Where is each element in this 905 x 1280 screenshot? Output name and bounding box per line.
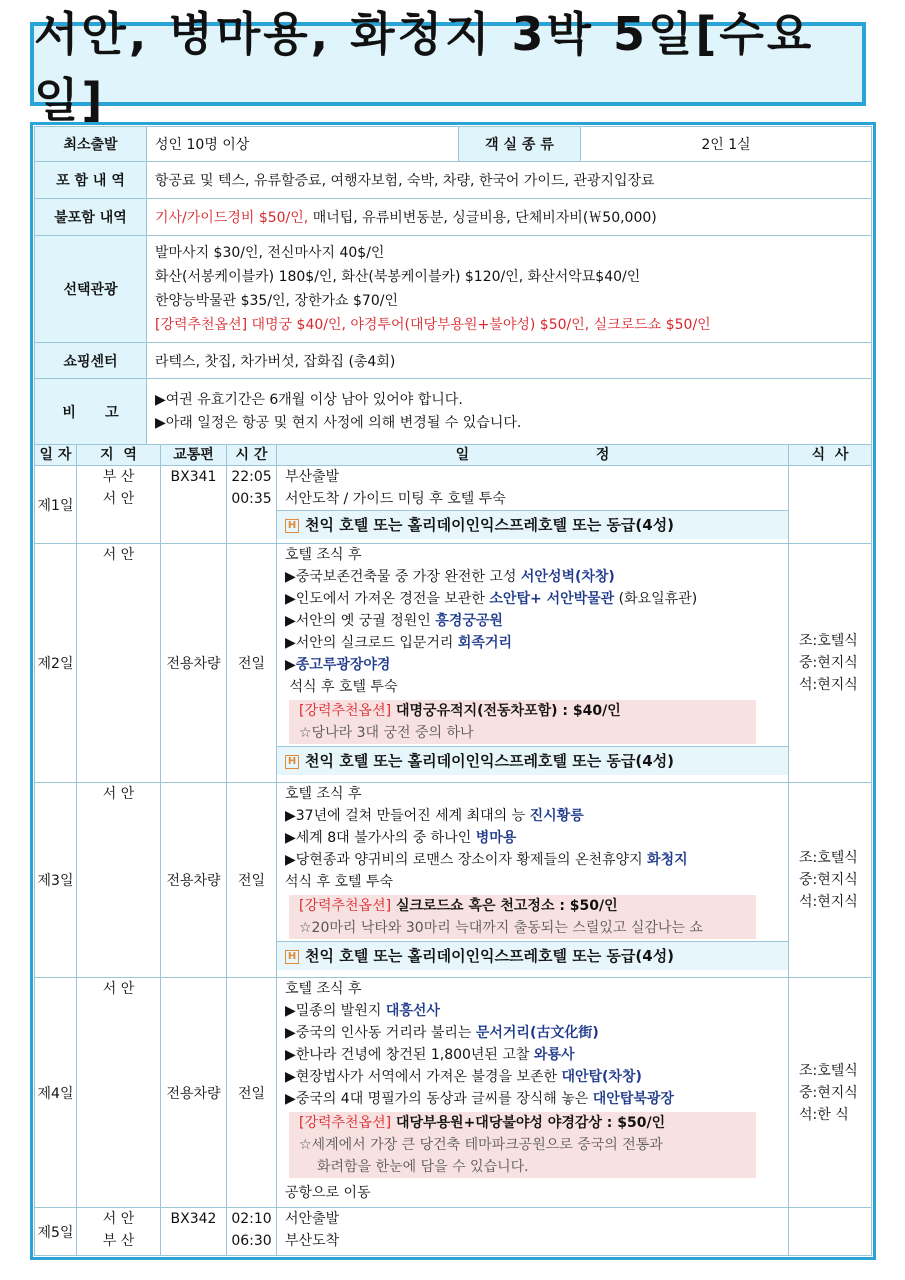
day-1-hotel [277,510,788,539]
day-3-option-tag: [강력추천옵션] [299,898,392,914]
day-2-option-box [289,700,756,744]
day-5-line-2: 부산도착 [285,1233,340,1249]
day-1-line-1: 부산출발 [285,469,340,485]
day-2-line-6-bullet: ▶ [285,657,296,673]
day-2-hotel-text: 천익 호텔 또는 홀리데이인익스프레호텔 또는 동급(4성) [305,752,675,770]
day-1-schedule [277,466,789,544]
day-1-transport [161,466,227,544]
day-2-line-6 [277,654,788,676]
day-3-highlight-mausoleum: 진시황릉 [529,808,584,824]
day-4-row [35,978,872,1208]
day-2-highlight-night-view: 종고루광장야경 [295,657,391,673]
shopping-value: 라텍스, 찻집, 차가버섯, 잡화집 (총4회) [147,343,872,379]
header-schedule: 일 정 [277,445,789,466]
day-2-row [35,544,872,783]
day-3-line-3-text: ▶세계 8대 불가사의 중 하나인 [285,830,476,846]
day-4-breakfast: 조:호텔식 [799,1062,858,1079]
day-2-region-text: 서 안 [102,547,135,563]
day-2-line-3-text: ▶인도에서 가져온 경전을 보관한 [285,591,490,607]
day-3-option-line [289,895,756,917]
day-4-option-desc-2: 화려함을 한눈에 담을 수 있습니다. [317,1159,529,1175]
day-4-line-5 [277,1066,788,1088]
day-4-option-text: 대당부용원+대당불야성 야경감상 : $50/인 [391,1115,666,1131]
option-line-3: 한양능박물관 $35/인, 장한가쇼 $70/인 [155,293,398,309]
day-4-option-line [289,1112,756,1134]
day-4-line-2-text: ▶밀종의 발원지 [285,1003,386,1019]
min-departure-label: 최소출발 [35,127,147,162]
day-1-time-1: 22:05 [231,469,272,485]
room-type-value: 2인 1실 [581,127,872,162]
day-4-highlight-big-pagoda: 대안탑(차창) [561,1069,642,1085]
day-3-option-text: 실크로드쇼 혹은 천고정소 : $50/인 [391,898,618,914]
day-5-flight: BX342 [170,1211,217,1227]
notes-label: 비 고 [35,379,147,445]
day-4-lunch: 중:현지식 [799,1084,858,1101]
info-row-options [35,236,872,343]
day-5-region [77,1208,161,1256]
day-3-hotel [277,941,788,970]
day-4-line-2 [277,1000,788,1022]
excluded-label: 불포함 내역 [35,199,147,236]
day-3-option-desc: ☆20마리 낙타와 30마리 늑대까지 출동되는 스릴있고 실감나는 쇼 [299,920,703,936]
day-2-time: 전일 [227,544,277,783]
day-4-line-4 [277,1044,788,1066]
day-4-label: 제4일 [35,978,77,1208]
day-3-option-box [289,895,756,939]
day-2-line-1: 호텔 조식 후 [285,547,362,563]
day-4-dinner: 석:한 식 [799,1106,849,1123]
day-3-hotel-text: 천익 호텔 또는 홀리데이인익스프레호텔 또는 동급(4성) [305,947,675,965]
info-row-min-departure [35,127,872,162]
day-1-meal [789,466,872,544]
day-3-row [35,783,872,978]
day-2-line-5-text: ▶서안의 실크로드 입문거리 [285,635,458,651]
day-2-lunch: 중:현지식 [799,655,858,671]
day-4-line-6-text: ▶중국의 4대 명필가의 동상과 글씨를 장식해 놓은 [285,1091,593,1107]
included-label: 포 함 내 역 [35,162,147,199]
day-3-highlight-terracotta: 병마용 [475,830,517,846]
day-3-region [77,783,161,978]
day-1-flight: BX341 [170,469,217,485]
day-2-line-2-text: ▶중국보존건축물 중 가장 완전한 고성 [285,569,521,585]
day-3-line-2-text: ▶37년에 걸쳐 만들어진 세계 최대의 능 [285,808,530,824]
day-2-option-tag: [강력추천옵션] [299,703,392,719]
room-type-label: 객 실 종 류 [459,127,581,162]
day-4-option-tag: [강력추천옵션] [299,1115,392,1131]
day-1-time [227,466,277,544]
excluded-rest: 매너팁, 유류비변동분, 싱글비용, 단체비자비(￦50,000) [308,210,657,226]
day-4-transport: 전용차량 [161,978,227,1208]
day-4-meal [789,978,872,1208]
day-4-option-desc-1: ☆세계에서 가장 큰 당건축 테마파크공원으로 중국의 전통과 [299,1137,663,1153]
day-5-transport [161,1208,227,1256]
hotel-icon: H [285,519,299,533]
day-2-region [77,544,161,783]
day-4-option-box [289,1112,756,1178]
day-3-schedule [277,783,789,978]
day-2-highlight-muslim-street: 회족거리 [457,635,512,651]
notes-value [147,379,872,445]
info-row-excluded [35,199,872,236]
day-3-line-2 [277,805,788,827]
day-3-meal [789,783,872,978]
hotel-icon: H [285,950,299,964]
day-1-region [77,466,161,544]
day-4-schedule [277,978,789,1208]
min-departure-value: 성인 10명 이상 [147,127,459,162]
day-4-line-5-text: ▶현장법사가 서역에서 가져온 불경을 보존한 [285,1069,562,1085]
day-2-schedule [277,544,789,783]
option-line-1: 발마사지 $30/인, 전신마사지 40$/인 [155,245,385,261]
shopping-label: 쇼핑센터 [35,343,147,379]
day-4-line-3-text: ▶중국의 인사동 거리라 불리는 [285,1025,476,1041]
day-5-row [35,1208,872,1256]
header-meal: 식 사 [789,445,872,466]
day-2-line-4 [277,610,788,632]
day-3-dinner: 석:현지식 [799,894,858,910]
note-line-2: ▶아래 일정은 항공 및 현지 사정에 의해 변경될 수 있습니다. [155,414,522,431]
day-3-breakfast: 조:호텔식 [799,850,858,866]
day-4-line-6 [277,1088,788,1110]
day-3-region-text: 서 안 [102,786,135,802]
info-row-included [35,162,872,199]
day-2-line-7: 석식 후 호텔 투숙 [285,679,398,695]
day-3-label: 제3일 [35,783,77,978]
day-2-hotel [277,746,788,775]
header-transport: 교통편 [161,445,227,466]
day-2-line-5 [277,632,788,654]
day-1-region-2: 서 안 [102,491,135,507]
day-3-line-1: 호텔 조식 후 [285,786,362,802]
day-5-time [227,1208,277,1256]
day-1-region-1: 부 산 [102,469,135,485]
day-2-line-3-note: (화요일휴관) [614,591,698,607]
day-4-line-1: 호텔 조식 후 [285,981,362,997]
day-5-time-2: 06:30 [231,1233,272,1249]
day-4-line-4-text: ▶한나라 건녕에 창건된 1,800년된 고찰 [285,1047,534,1063]
header-day: 일 자 [35,445,77,466]
page-title-box [30,7,866,127]
option-line-2: 화산(서봉케이블카) 180$/인, 화산(북봉케이블카) $120/인, 화산서악묘$40/인 [155,269,641,285]
day-2-breakfast: 조:호텔식 [799,633,858,649]
day-4-highlight-daxingshan: 대흥선사 [385,1003,440,1019]
info-row-shopping [35,343,872,379]
day-4-line-3 [277,1022,788,1044]
day-2-highlight-city-wall: 서안성벽(차창) [520,569,615,585]
day-3-lunch: 중:현지식 [799,872,858,888]
day-3-time: 전일 [227,783,277,978]
excluded-value [147,199,872,236]
day-5-schedule [277,1208,789,1256]
day-3-line-5: 석식 후 호텔 투숙 [285,874,394,890]
day-3-transport: 전용차량 [161,783,227,978]
day-1-label: 제1일 [35,466,77,544]
day-4-highlight-culture-street: 문서거리(古文化街) [475,1025,599,1041]
day-2-line-2 [277,566,788,588]
day-4-time: 전일 [227,978,277,1208]
day-3-highlight-huaqing: 화청지 [647,852,688,868]
options-value [147,236,872,343]
included-value: 항공료 및 텍스, 유류할증료, 여행자보험, 숙박, 차량, 한국어 가이드, 관광지입장료 [147,162,872,199]
day-2-meal [789,544,872,783]
day-3-line-4 [277,849,788,871]
day-2-option-text: 대명궁유적지(전동차포함) : $40/인 [391,703,621,719]
info-row-notes [35,379,872,445]
hotel-icon: H [285,755,299,769]
schedule-header-row [35,445,872,466]
day-2-option-line [289,700,756,722]
day-5-region-1: 서 안 [102,1211,135,1227]
day-4-highlight-north-square: 대안탑북광장 [592,1091,674,1107]
day-1-time-2: 00:35 [231,491,272,507]
day-2-dinner: 석:현지식 [799,677,858,693]
day-2-option-desc: ☆당나라 3대 궁전 중의 하나 [299,725,474,741]
schedule-table [34,444,872,1256]
day-5-region-2: 부 산 [102,1233,135,1249]
day-1-hotel-text: 천익 호텔 또는 홀리데이인익스프레호텔 또는 동급(4성) [305,516,675,534]
day-4-highlight-wolong: 와룡사 [533,1047,575,1063]
day-3-line-4-text: ▶당현종과 양귀비의 로맨스 장소이자 황제들의 온천휴양지 [285,852,648,868]
day-2-transport: 전용차량 [161,544,227,783]
day-5-time-1: 02:10 [231,1211,272,1227]
option-line-recommended: [강력추천옵션] 대명궁 $40/인, 야경투어(대당부용원+불야성) $50/인, 실크로드쇼 $50/인 [155,317,711,333]
info-table [34,126,872,445]
day-5-meal [789,1208,872,1256]
day-2-label: 제2일 [35,544,77,783]
header-region: 지 역 [77,445,161,466]
day-4-region [77,978,161,1208]
header-time: 시 간 [227,445,277,466]
day-2-line-3 [277,588,788,610]
day-3-line-3 [277,827,788,849]
day-1-line-2: 서안도착 / 가이드 미팅 후 호텔 투숙 [285,491,506,507]
options-label: 선택관광 [35,236,147,343]
day-4-line-7: 공항으로 이동 [285,1185,371,1201]
day-1-row [35,466,872,544]
day-5-line-1: 서안출발 [285,1211,340,1227]
page-title: 서안, 병마용, 화청지 3박 5일[수요일] [34,7,815,127]
day-2-line-4-text: ▶서안의 옛 궁궐 정원인 [285,613,436,629]
day-5-label: 제5일 [35,1208,77,1256]
day-4-region-text: 서 안 [102,981,135,997]
day-2-highlight-pagoda: 소안탑+ 서안박물관 [489,591,615,607]
excluded-guide-fee: 기사/가이드경비 $50/인, [155,210,309,226]
note-line-1: ▶여권 유효기간은 6개월 이상 남아 있어야 합니다. [155,391,463,408]
day-2-highlight-park: 흥경궁공원 [435,613,503,629]
